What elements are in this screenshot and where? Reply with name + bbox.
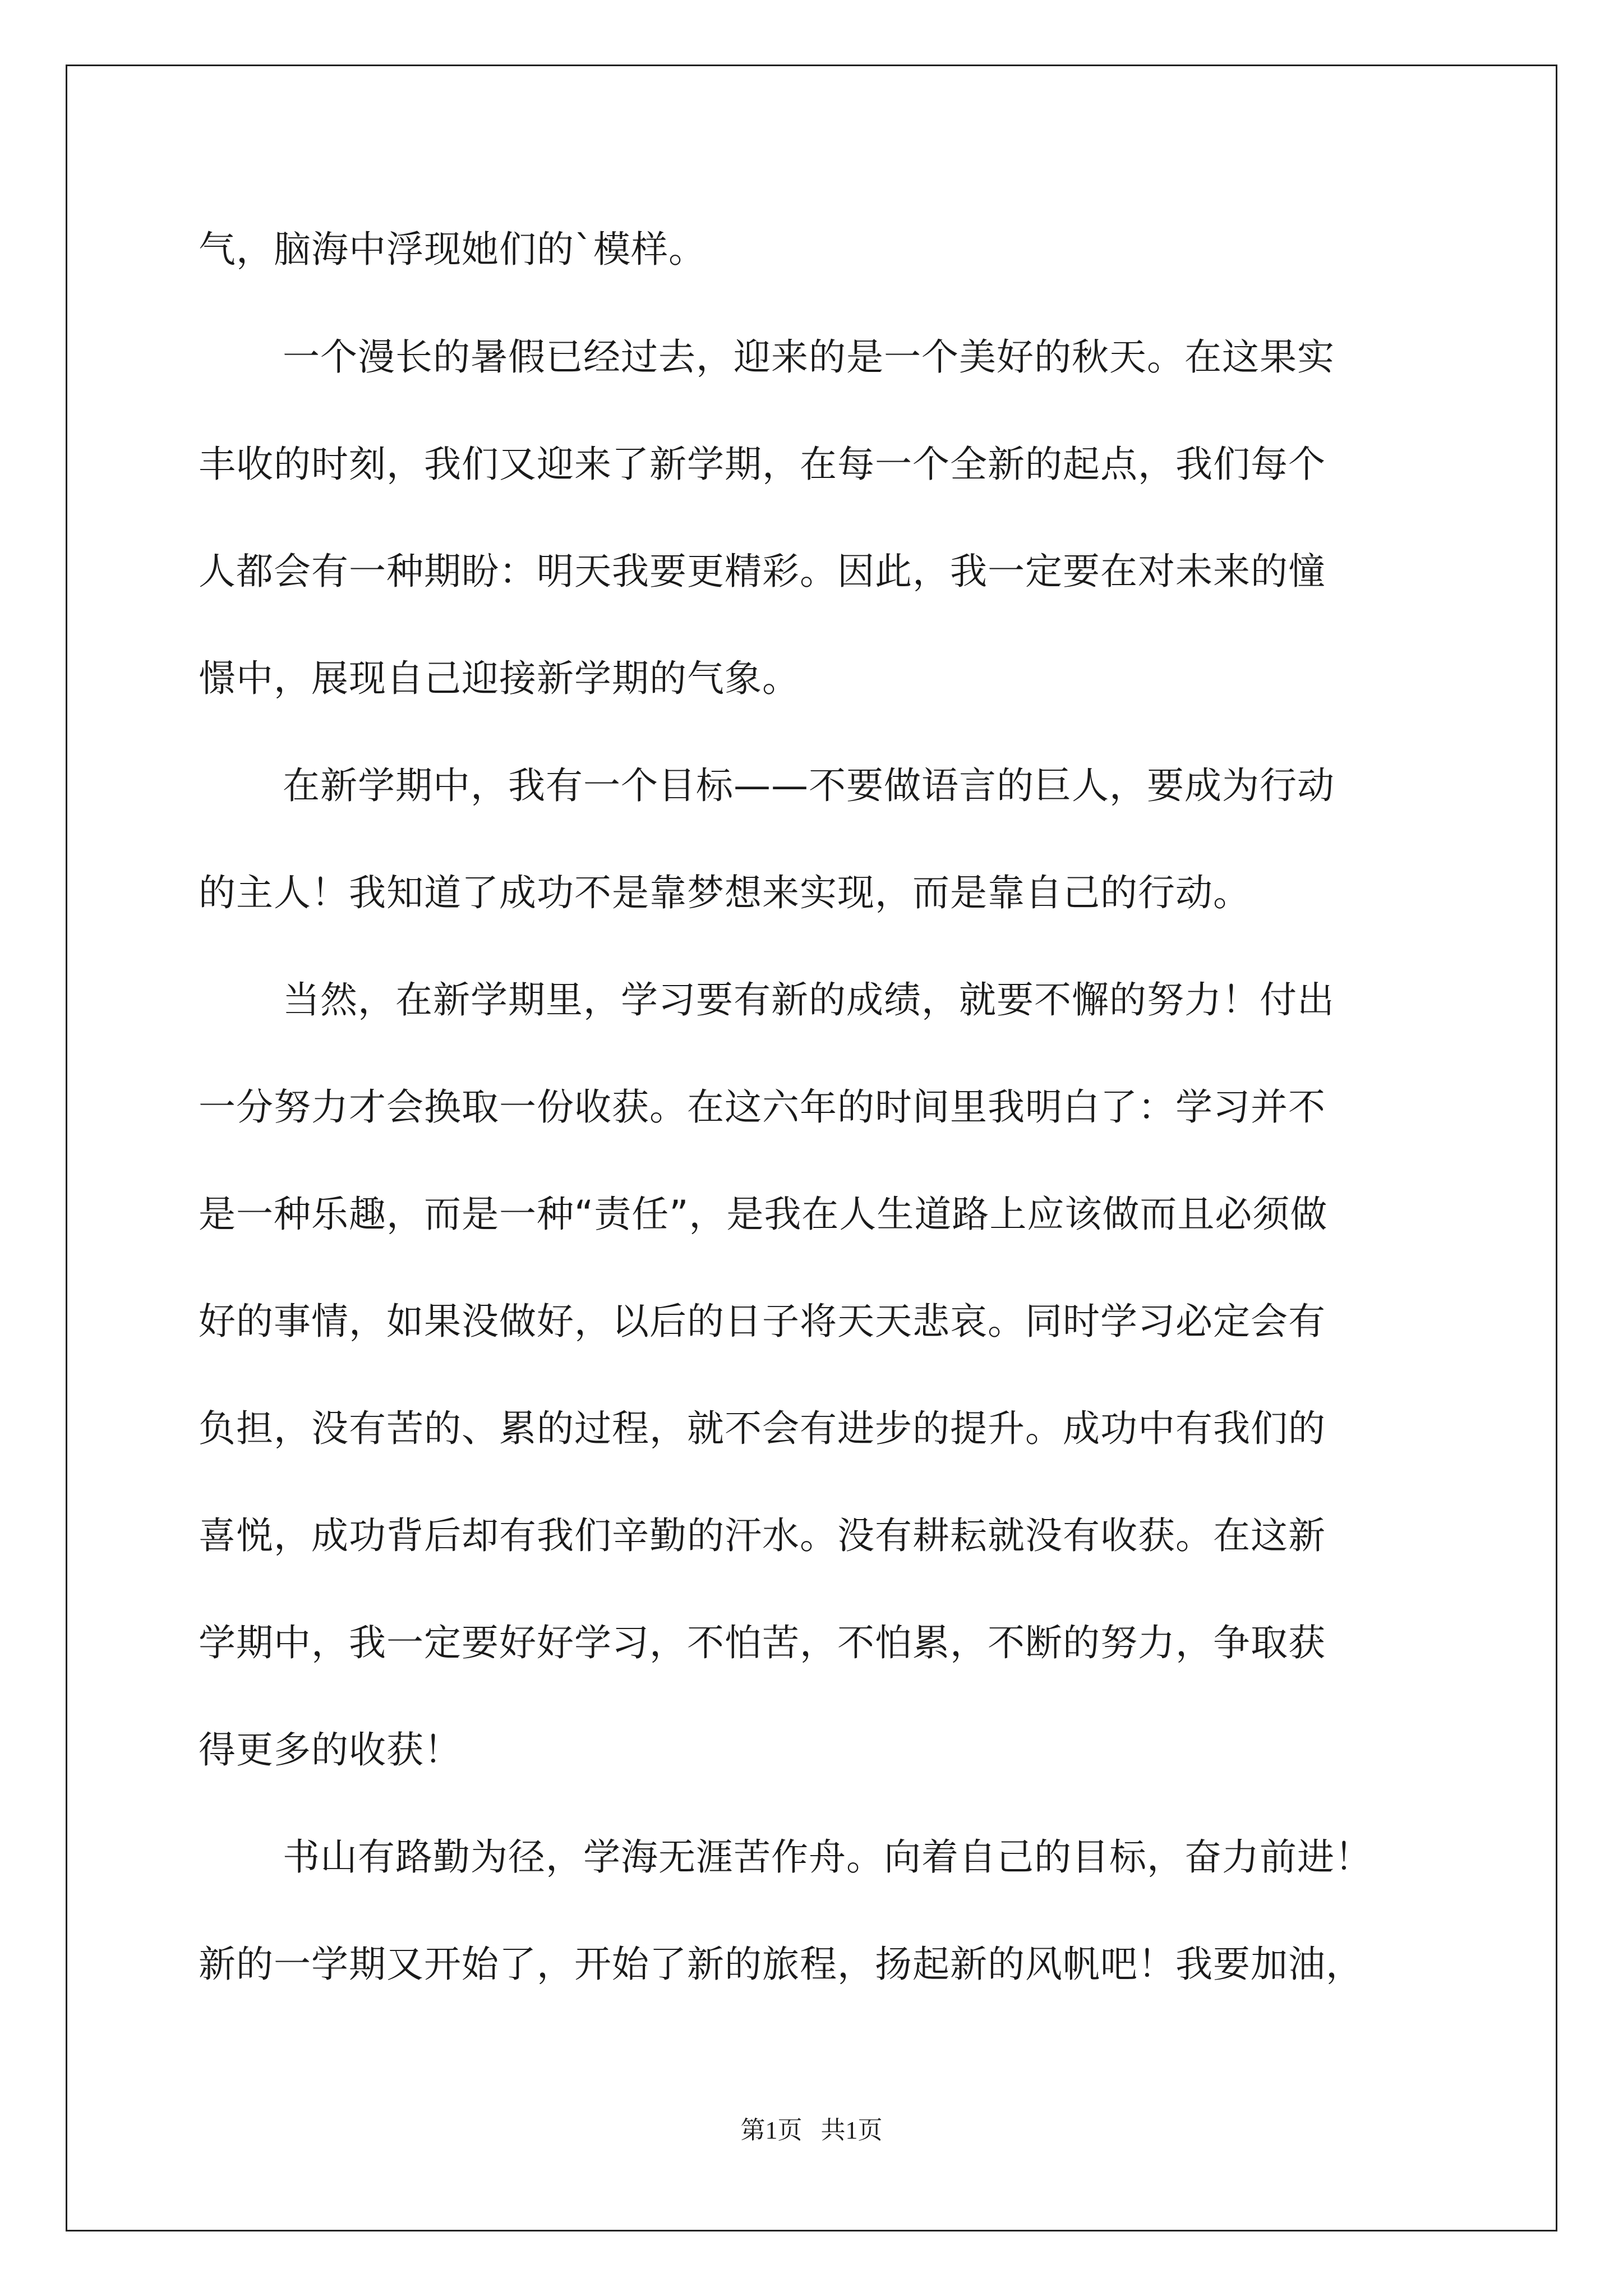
page-number: 第1页 — [740, 2116, 803, 2144]
text-line: 好的事情，如果没做好，以后的日子将天天悲哀。同时学习必定会有 — [199, 1300, 1326, 1343]
text-line: 气，脑海中浮现她们的`模样。 — [199, 228, 706, 271]
text-line: 一分努力才会换取一份收获。在这六年的时间里我明白了：学习并不 — [199, 1085, 1326, 1129]
footer-spacer — [803, 2116, 821, 2144]
text-line: 是一种乐趣，而是一种“责任”，是我在人生道路上应该做而且必须做 — [199, 1193, 1328, 1236]
paragraph-first-line: 当然，在新学期里，学习要有新的成绩，就要不懈的努力！付出 — [283, 978, 1335, 1022]
text-line: 负担，没有苦的、累的过程，就不会有进步的提升。成功中有我们的 — [199, 1407, 1326, 1450]
text-line: 憬中，展现自己迎接新学期的气象。 — [199, 657, 800, 700]
paragraph-first-line: 一个漫长的暑假已经过去，迎来的是一个美好的秋天。在这果实 — [283, 335, 1335, 379]
text-line: 得更多的收获！ — [199, 1728, 462, 1772]
text-line: 新的一学期又开始了，开始了新的旅程，扬起新的风帆吧！我要加油， — [199, 1943, 1363, 1986]
page-border — [66, 65, 1557, 2231]
text-line: 学期中，我一定要好好学习，不怕苦，不怕累，不断的努力，争取获 — [199, 1621, 1326, 1664]
page-footer — [0, 2115, 1623, 2146]
paragraph-first-line: 书山有路勤为径，学海无涯苦作舟。向着自己的目标，奋力前进！ — [283, 1835, 1372, 1879]
page-total: 共1页 — [820, 2116, 883, 2144]
text-line: 人都会有一种期盼：明天我要更精彩。因此，我一定要在对未来的憧 — [199, 550, 1326, 593]
paragraph-first-line: 在新学期中，我有一个目标——不要做语言的巨人，要成为行动 — [283, 764, 1335, 807]
text-line: 喜悦，成功背后却有我们辛勤的汗水。没有耕耘就没有收获。在这新 — [199, 1514, 1326, 1557]
text-line: 丰收的时刻，我们又迎来了新学期，在每一个全新的起点，我们每个 — [199, 443, 1326, 486]
text-line: 的主人！我知道了成功不是靠梦想来实现，而是靠自己的行动。 — [199, 871, 1251, 914]
